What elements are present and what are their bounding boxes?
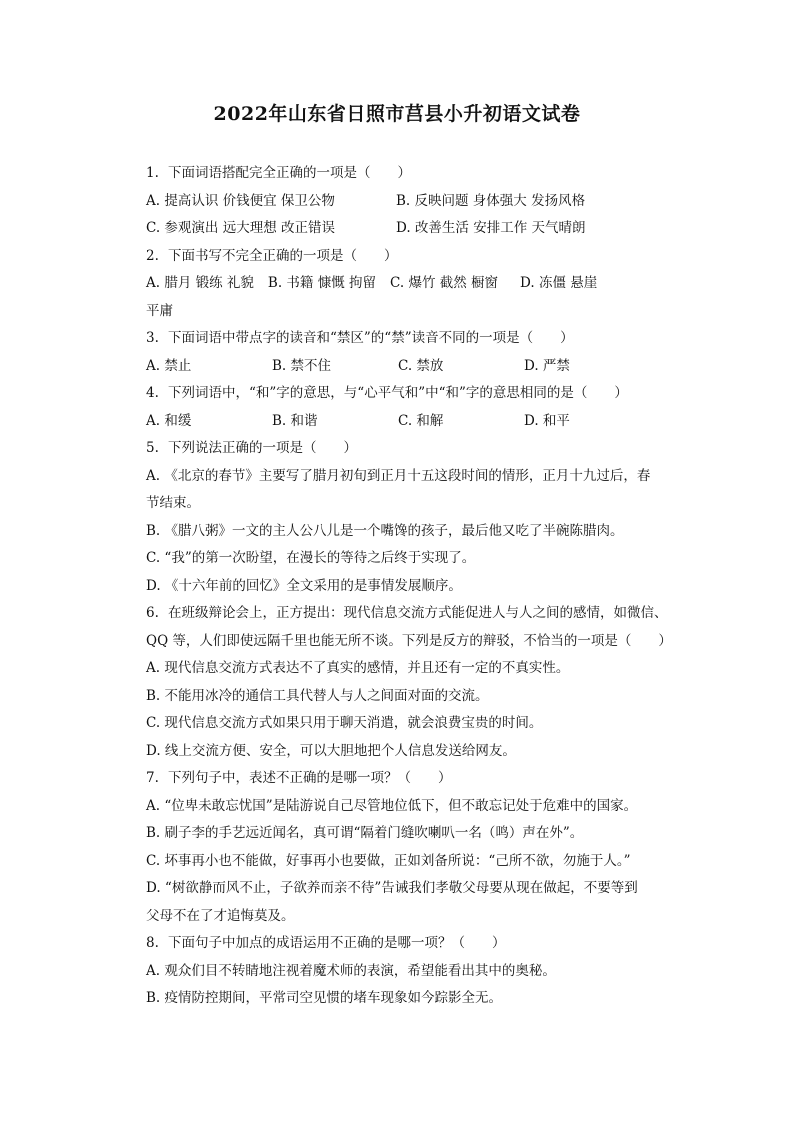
option-c: C. 现代信息交流方式如果只用于聊天消遣，就会浪费宝贵的时间。 [146,715,543,731]
option-c: C. 坏事再小也不能做，好事再小也要做，正如刘备所说：“己所不欲，勿施于人。” [146,852,631,869]
question-4-stem [146,380,676,408]
question-text: 下面词语中带点字的读音和“禁区”的“禁”读音不同的一项是（ ） [168,330,574,346]
question-list [146,160,676,1013]
question-number: 8. [146,935,159,951]
question-text: 下面词语搭配完全正确的一项是（ ） [168,165,411,181]
option-a: A. 禁止 [146,357,192,374]
option-d: D. 改善生活 安排工作 天气晴朗 [396,220,586,236]
question-7-stem [146,765,676,793]
option-a: A. 和缓 [146,412,192,429]
question-number: 7. [146,770,159,786]
option-b: B. 反映问题 身体强大 发扬风格 [396,192,586,209]
option-d-line-1: D. “树欲静而风不止，子欲养而亲不待”告诫我们孝敬父母要从现在做起，不要等到 [146,880,638,896]
option-a: A. 提高认识 价钱便宜 保卫公物 [146,192,335,209]
question-number: 1. [146,165,159,181]
option-a: A. 腊月 锻练 礼貌 [146,275,254,291]
question-6-stem [146,600,676,628]
question-4-options [146,408,676,436]
option-d: D. 严禁 [524,357,570,374]
option-b: B. 《腊八粥》一文的主人公八儿是一个嘴馋的孩子，最后他又吃了半碗陈腊肉。 [146,522,624,539]
option-a: A. 现代信息交流方式表达不了真实的感情，并且还有一定的不真实性。 [146,660,570,676]
option-c: C. 和解 [398,412,444,429]
question-3-options [146,353,676,381]
question-5-stem [146,435,676,463]
option-b: B. 禁不住 [272,357,332,374]
question-2-options [146,270,676,298]
option-c: C. 禁放 [398,357,444,374]
exam-title: 2022年山东省日照市莒县小升初语文试卷 [213,103,581,125]
question-text: 下列说法正确的一项是（ ） [168,440,357,456]
option-c: C. 参观演出 远大理想 改正错误 [146,220,336,236]
option-a: A. “位卑未敢忘忧国”是陆游说自己尽管地位低下，但不敢忘记处于危难中的国家。 [146,797,638,814]
question-8-stem [146,930,676,958]
question-text: 下面书写不完全正确的一项是（ ） [168,247,398,264]
option-b: B. 疫情防控期间，平常司空见惯的堵车现象如今踪影全无。 [146,990,503,1006]
option-a: A. 观众们目不转睛地注视着魔术师的表演，希望能看出其中的奥秘。 [146,962,556,979]
question-number: 3. [146,330,159,346]
question-number: 5. [146,440,159,456]
option-d: D. 和平 [524,412,570,429]
option-a-line-1: A. 《北京的春节》主要写了腊月初旬到正月十五这段时间的情形，正月十九过后，春 [146,467,651,484]
option-b: B. 不能用冰冷的通信工具代替人与人之间面对面的交流。 [146,687,489,704]
question-1-options-row-1 [146,188,676,216]
option-c: C. 爆竹 截然 橱窗 [390,275,499,291]
option-d: D. 冻僵 悬崖 [520,275,598,291]
option-b: B. 书籍 慷慨 拘留 [267,275,377,291]
question-number: 2. [146,247,159,264]
option-b: B. 和谐 [272,412,318,429]
option-d: D. 线上交流方便、安全，可以大胆地把个人信息发送给网友。 [146,742,516,759]
option-c: C. “我”的第一次盼望，在漫长的等待之后终于实现了。 [146,550,476,566]
question-text-line-1: 在班级辩论会上，正方提出：现代信息交流方式能促进人与人之间的感情，如微信、 [168,605,668,621]
question-text-line-2: QQ 等，人们即使远隔千里也能无所不谈。下列是反方的辩驳，不恰当的一项是（ ） [146,632,672,649]
question-1-stem [146,160,676,188]
question-number: 6. [146,605,159,621]
question-2-option-continuation: 平庸 [146,302,173,319]
question-2-stem [146,243,676,271]
option-d: D. 《十六年前的回忆》全文采用的是事情发展顺序。 [146,577,462,594]
question-3-stem [146,325,676,353]
question-1-options-row-2 [146,215,676,243]
question-text: 下列词语中，“和”字的意思，与“心平气和”中“和”字的意思相同的是（ ） [168,385,628,401]
question-number: 4. [146,385,159,401]
option-b: B. 刷子李的手艺远近闻名，真可谓“隔着门缝吹喇叭一名（鸣）声在外”。 [146,825,584,841]
option-d-line-2: 父母不在了才追悔莫及。 [146,907,295,924]
question-text: 下列句子中，表述不正确的是哪一项？（ ） [168,770,452,786]
question-text: 下面句子中加点的成语运用不正确的是哪一项？（ ） [168,935,506,951]
option-a-line-2: 节结束。 [146,495,200,511]
